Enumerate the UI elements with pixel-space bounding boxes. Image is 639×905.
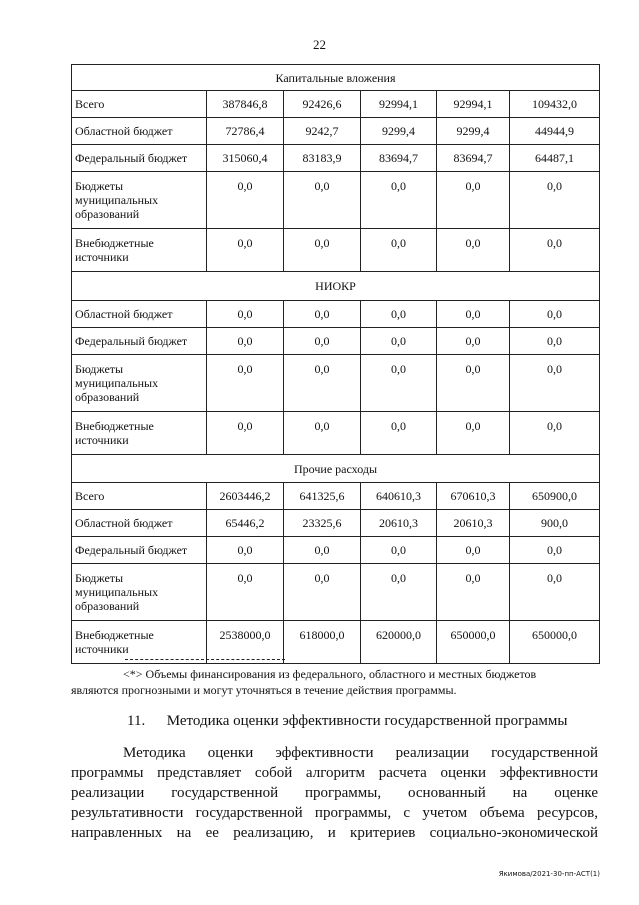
footnote-line: <*> Объемы финансирования из федерального, областного и местных бюджетов — [123, 667, 537, 681]
section-header-row — [72, 272, 600, 301]
table-row — [72, 564, 600, 621]
value-cell: 387846,8 — [207, 91, 284, 118]
footnote-separator — [125, 659, 285, 660]
value-cell: 0,0 — [284, 301, 361, 328]
table-row — [72, 412, 600, 455]
value-cell: 618000,0 — [284, 621, 361, 664]
value-cell: 0,0 — [207, 537, 284, 564]
value-cell: 0,0 — [284, 564, 361, 621]
table-row — [72, 355, 600, 412]
value-cell: 0,0 — [437, 564, 510, 621]
value-cell: 640610,3 — [361, 483, 437, 510]
value-cell: 9299,4 — [437, 118, 510, 145]
value-cell: 0,0 — [437, 355, 510, 412]
value-cell: 0,0 — [361, 355, 437, 412]
row-label: Бюджеты муниципальных образований — [72, 172, 207, 229]
section-title: НИОКР — [72, 272, 600, 301]
row-label: Федеральный бюджет — [72, 537, 207, 564]
value-cell: 0,0 — [207, 412, 284, 455]
paragraph-line: результативности государственной программы, с учетом объема ресурсов, — [71, 805, 598, 821]
table-row — [72, 118, 600, 145]
value-cell: 650000,0 — [437, 621, 510, 664]
value-cell: 0,0 — [510, 172, 600, 229]
section-title: Методика оценки эффективности государственной программы — [166, 713, 568, 729]
value-cell: 64487,1 — [510, 145, 600, 172]
value-cell: 650900,0 — [510, 483, 600, 510]
value-cell: 44944,9 — [510, 118, 600, 145]
value-cell: 0,0 — [437, 328, 510, 355]
row-label: Областной бюджет — [72, 510, 207, 537]
value-cell: 0,0 — [284, 537, 361, 564]
value-cell: 0,0 — [361, 301, 437, 328]
row-label: Бюджеты муниципальных образований — [72, 564, 207, 621]
row-label: Федеральный бюджет — [72, 145, 207, 172]
value-cell: 0,0 — [361, 229, 437, 272]
value-cell: 0,0 — [361, 412, 437, 455]
value-cell: 92426,6 — [284, 91, 361, 118]
value-cell: 0,0 — [284, 172, 361, 229]
row-label: Бюджеты муниципальных образований — [72, 355, 207, 412]
table-row — [72, 145, 600, 172]
table-row — [72, 537, 600, 564]
value-cell: 0,0 — [437, 172, 510, 229]
row-label: Внебюджетные источники — [72, 621, 207, 664]
value-cell: 0,0 — [510, 355, 600, 412]
paragraph-line: реализации государственной программы, основанный на оценке — [71, 785, 598, 801]
value-cell: 315060,4 — [207, 145, 284, 172]
row-label: Внебюджетные источники — [72, 412, 207, 455]
value-cell: 641325,6 — [284, 483, 361, 510]
paragraph-line: Методика оценки эффективности реализации государственной — [123, 745, 598, 761]
section-header-row — [72, 455, 600, 483]
value-cell: 0,0 — [437, 229, 510, 272]
paragraph-line: программы представляет собой алгоритм расчета оценки эффективности — [71, 765, 598, 781]
row-label: Федеральный бюджет — [72, 328, 207, 355]
value-cell: 650000,0 — [510, 621, 600, 664]
value-cell: 20610,3 — [437, 510, 510, 537]
value-cell: 92994,1 — [437, 91, 510, 118]
document-code: Якимова/2021-30-пп-АСТ(1) — [498, 870, 600, 878]
financing-table — [71, 64, 600, 664]
value-cell: 0,0 — [207, 172, 284, 229]
value-cell: 83183,9 — [284, 145, 361, 172]
table-row — [72, 510, 600, 537]
page-number: 22 — [313, 37, 326, 52]
value-cell: 0,0 — [510, 537, 600, 564]
value-cell: 92994,1 — [361, 91, 437, 118]
value-cell: 0,0 — [284, 412, 361, 455]
row-label: Областной бюджет — [72, 118, 207, 145]
value-cell: 0,0 — [510, 328, 600, 355]
value-cell: 0,0 — [361, 537, 437, 564]
table-row — [72, 301, 600, 328]
value-cell: 0,0 — [361, 328, 437, 355]
table-row — [72, 229, 600, 272]
value-cell: 900,0 — [510, 510, 600, 537]
value-cell: 0,0 — [207, 229, 284, 272]
value-cell: 0,0 — [284, 355, 361, 412]
value-cell: 0,0 — [510, 412, 600, 455]
value-cell: 9299,4 — [361, 118, 437, 145]
value-cell: 0,0 — [207, 564, 284, 621]
section-title: Прочие расходы — [72, 455, 600, 483]
value-cell: 109432,0 — [510, 91, 600, 118]
value-cell: 2603446,2 — [207, 483, 284, 510]
section-header-row — [72, 65, 600, 91]
value-cell: 0,0 — [437, 537, 510, 564]
row-label: Областной бюджет — [72, 301, 207, 328]
value-cell: 0,0 — [361, 172, 437, 229]
row-label: Внебюджетные источники — [72, 229, 207, 272]
value-cell: 20610,3 — [361, 510, 437, 537]
section-heading — [127, 713, 567, 730]
value-cell: 0,0 — [437, 412, 510, 455]
section-number: 11. — [127, 713, 146, 729]
value-cell: 0,0 — [284, 229, 361, 272]
footnote-line: являются прогнозными и могут уточняться в течение действия программы. — [71, 683, 457, 697]
value-cell: 9242,7 — [284, 118, 361, 145]
body-paragraph — [71, 743, 598, 843]
value-cell: 0,0 — [510, 564, 600, 621]
value-cell: 23325,6 — [284, 510, 361, 537]
paragraph-line: направленных на ее реализацию, и критериев социально-экономической — [71, 825, 598, 841]
table-row — [72, 483, 600, 510]
value-cell: 83694,7 — [361, 145, 437, 172]
value-cell: 0,0 — [207, 301, 284, 328]
footnote — [71, 666, 598, 698]
table-row — [72, 328, 600, 355]
value-cell: 65446,2 — [207, 510, 284, 537]
value-cell: 670610,3 — [437, 483, 510, 510]
value-cell: 620000,0 — [361, 621, 437, 664]
table-row — [72, 91, 600, 118]
row-label: Всего — [72, 91, 207, 118]
value-cell: 72786,4 — [207, 118, 284, 145]
value-cell: 0,0 — [361, 564, 437, 621]
row-label: Всего — [72, 483, 207, 510]
value-cell: 0,0 — [284, 328, 361, 355]
value-cell: 83694,7 — [437, 145, 510, 172]
value-cell: 0,0 — [437, 301, 510, 328]
table-row — [72, 172, 600, 229]
table-row — [72, 621, 600, 664]
value-cell: 0,0 — [207, 328, 284, 355]
value-cell: 0,0 — [510, 229, 600, 272]
section-title: Капитальные вложения — [72, 65, 600, 91]
value-cell: 0,0 — [510, 301, 600, 328]
value-cell: 2538000,0 — [207, 621, 284, 664]
value-cell: 0,0 — [207, 355, 284, 412]
